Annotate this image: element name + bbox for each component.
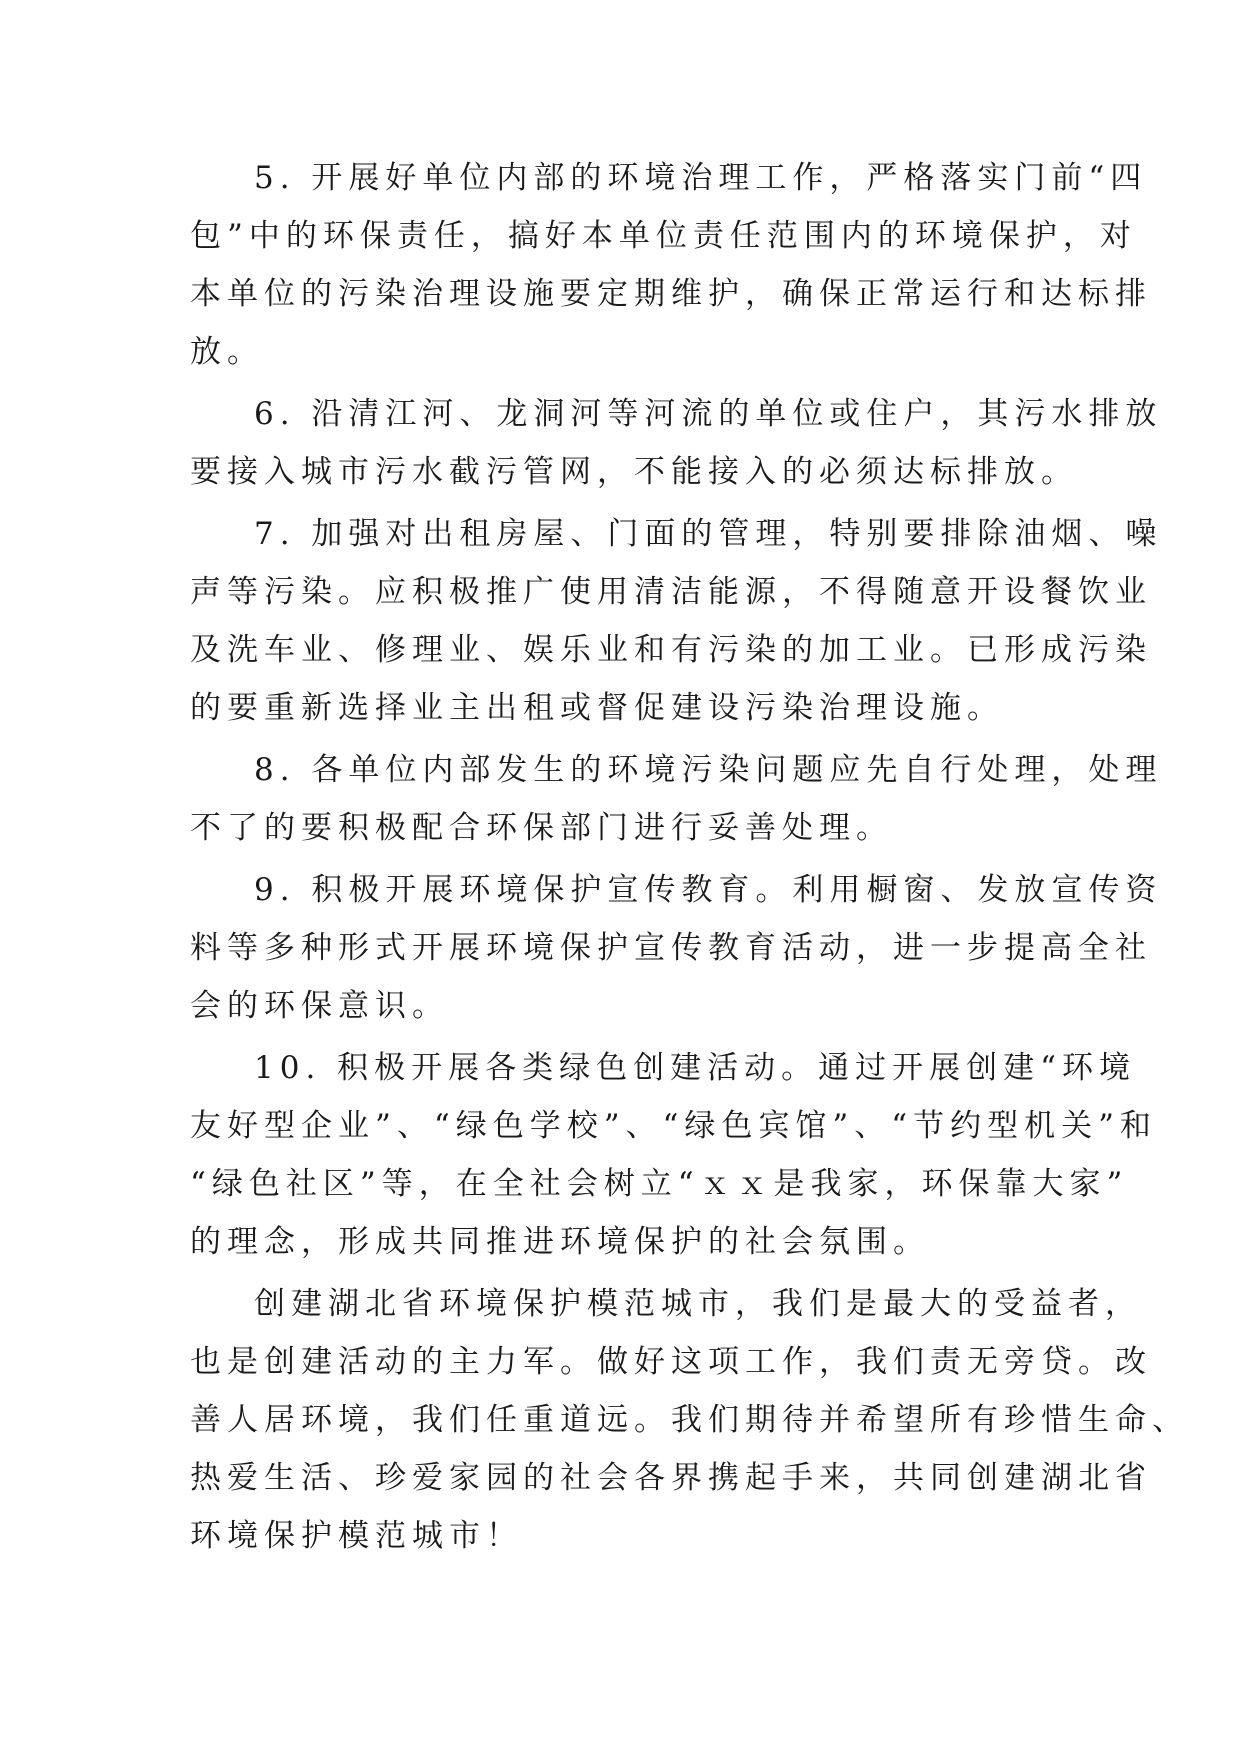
text-line: 本单位的污染治理设施要定期维护，确保正常运行和达标排 [190,276,1152,312]
text-line: “绿色社区”等，在全社会树立“ｘｘ是我家，环保靠大家” [190,1166,1129,1202]
text-line: 9. 积极开展环境保护宣传教育。利用橱窗、发放宣传资 [254,872,1163,908]
paragraph-item-10 [190,1049,1157,1261]
text-line: 环境保护模范城市！ [190,1518,523,1554]
text-line: 友好型企业”、“绿色学校”、“绿色宾馆”、“节约型机关”和 [190,1108,1157,1144]
text-line: 热爱生活、珍爱家园的社会各界携起手来，共同创建湖北省 [190,1460,1152,1496]
text-line: 5. 开展好单位内部的环境治理工作，严格落实门前“四 [254,160,1148,196]
text-line: 10. 积极开展各类绿色创建活动。通过开展创建“环境 [254,1050,1137,1086]
text-line: 创建湖北省环境保护模范城市，我们是最大的受益者， [254,1286,1142,1322]
text-line: 会的环保意识。 [190,988,449,1024]
text-line: 7. 加强对出租房屋、门面的管理，特别要排除油烟、噪 [254,516,1163,552]
text-line: 8. 各单位内部发生的环境污染问题应先自行处理，处理 [254,752,1163,788]
text-line: 不了的要积极配合环保部门进行妥善处理。 [190,810,893,846]
paragraph-closing [190,1285,1189,1555]
text-line: 善人居环境，我们任重道远。我们期待并希望所有珍惜生命、 [190,1402,1189,1438]
text-line: 及洗车业、修理业、娱乐业和有污染的加工业。已形成污染 [190,632,1152,668]
text-line: 包”中的环保责任，搞好本单位责任范围内的环境保护，对 [190,218,1137,254]
text-line: 料等多种形式开展环境保护宣传教育活动，进一步提高全社 [190,930,1152,966]
paragraph-item-7 [190,515,1163,727]
text-line: 声等污染。应积极推广使用清洁能源，不得随意开设餐饮业 [190,574,1152,610]
text-line: 放。 [190,334,264,370]
paragraph-item-8 [190,751,1163,847]
paragraph-item-9 [190,871,1163,1025]
text-line: 的要重新选择业主出租或督促建设污染治理设施。 [190,690,1004,726]
text-line: 的理念，形成共同推进环境保护的社会氛围。 [190,1224,930,1260]
paragraph-item-5 [190,159,1152,371]
text-line: 6. 沿清江河、龙洞河等河流的单位或住户，其污水排放 [254,396,1163,432]
document-body [190,159,1189,1575]
text-line: 也是创建活动的主力军。做好这项工作，我们责无旁贷。改 [190,1344,1152,1380]
text-line: 要接入城市污水截污管网，不能接入的必须达标排放。 [190,454,1078,490]
paragraph-item-6 [190,395,1163,491]
